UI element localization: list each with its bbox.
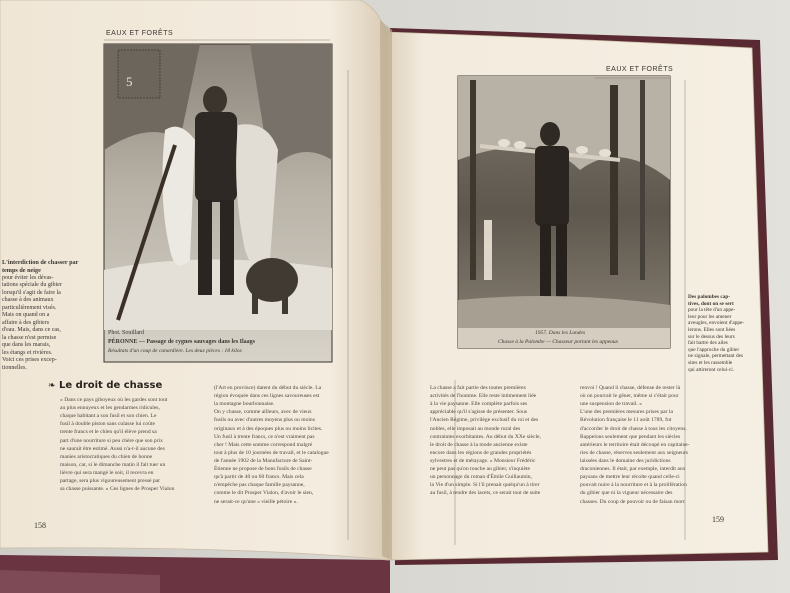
left-sidebar-line: les étangs et rivières. — [2, 349, 53, 356]
text-line: fusils ou avec d'autres moyens plus ou moins — [214, 417, 315, 424]
text-line: laissées dans le domaine des juridictions — [580, 457, 671, 464]
left-sidebar-line: affaire à des gibiers — [2, 319, 50, 326]
right-body-col1 — [430, 384, 578, 498]
text-line: draconiennes. Il était, par exemple, interdit aux — [580, 466, 686, 473]
text-line: un personnage du roman d'Émile Guillaumin, — [430, 474, 532, 481]
text-line: région évoquée dans ces lignes savoureuses est — [214, 393, 320, 400]
text-line: du gibier que ni la vigueur nécessaire des — [580, 490, 673, 497]
text-line: La chasse a fait partie des toutes premières — [430, 385, 526, 391]
left-sidebar-line: particulièrement visés. — [2, 304, 57, 311]
text-line: contraintes exorbitantes. Au début du XXe siècle, — [430, 433, 541, 440]
left-sidebar-line: lorsqu'il s'agit de faire la — [2, 289, 61, 296]
right-sidebar-line: que l'approche du gibier — [688, 346, 740, 353]
right-sidebar-line: ne signale, permettant des — [688, 353, 744, 360]
left-page-number: 158 — [34, 521, 46, 530]
left-sidebar-line: tionnelles. — [2, 364, 27, 371]
text-line: chaque habitant a son fusil et son chien. Le — [60, 413, 157, 420]
section-heading-text: Le droit de chasse — [59, 380, 163, 391]
text-line: à la vie paysanne. Elle complète parfois ses — [430, 401, 528, 408]
text-line: cher ! Mais cette somme correspond malgré — [214, 441, 313, 448]
text-line: trente francs et le chien qu'il élève prend sa — [60, 429, 157, 436]
text-line: la montagne bourbonnaise. — [214, 401, 275, 408]
left-sidebar-line: que dans les marais, — [2, 342, 51, 348]
text-line: lièvre qui sera mangé le soir, il recevra en — [60, 469, 154, 476]
text-line: le droit de chasse à la mode ancienne existe — [430, 441, 528, 448]
text-line: au plus ennuyeux et les gendarmes ridicules, — [60, 405, 160, 412]
left-body-col2 — [214, 384, 364, 506]
left-section-heading — [48, 380, 162, 392]
text-line: Étienne ne propose de bons fusils de chasse — [214, 466, 312, 473]
right-sidebar-line: sites et les rassemble — [688, 360, 733, 367]
text-line: manies aristocratiques du chien de bonne — [60, 453, 153, 460]
text-line: de l'année 1902 de la Manufacture de Saint- — [214, 457, 313, 464]
left-sidebar-line: pour éviter les dévas- — [2, 274, 54, 281]
text-line: partage, sera plus vigoureusement pressé par — [60, 478, 161, 485]
left-photo-caption-sub: Résultats d'un coup de canardière. Les deux pièces : 18 kilos — [108, 348, 242, 354]
text-line: activités de l'homme. Elle reste intimement liée — [430, 393, 537, 400]
text-line: On y chasse, comme ailleurs, avec de vieux — [214, 409, 312, 416]
text-line: ries de chasse, réserves seulement aux seigneurs — [580, 449, 688, 456]
text-line: « Dans ce pays giboyeux où les gardes sont tout — [60, 397, 168, 403]
left-sidebar-line: d'eau. Mais, dans ce cas, — [2, 327, 61, 333]
text-line: comme le dit Prosper Vialon, d'avoir le sien, — [214, 490, 314, 497]
text-line: l'Ancien Régime, privilège exclusif du roi et des — [430, 417, 539, 424]
left-photo-credit: Phot. Souillard — [108, 330, 145, 336]
text-line: la Vie d'un simple. Si l'il prenait quelqu'un à tirer — [430, 482, 540, 489]
left-sidebar-line: chasse à des animaux — [2, 297, 54, 303]
left-photo-caption-main: PÉRONNE — Passage de cygnes sauvages dans les Ilaags — [108, 339, 256, 345]
left-sidebar-line: Mais on quand on a — [2, 312, 50, 318]
text-line: n'empêche pas chaque famille paysanne, — [214, 482, 305, 489]
text-line: nobles, elle imposait au monde rural des — [430, 425, 521, 432]
text-line: Rappelons seulement que pendant les siècles — [580, 433, 681, 440]
left-sidebar-line: la chasse n'est permise — [2, 334, 57, 341]
right-sidebar-line: sur le dessus des leurs — [688, 333, 735, 340]
left-sidebar-title: L'interdiction de chasser par temps de neige — [2, 259, 79, 274]
text-line: ne saurait être estimé. Aussi n'a-t-il aucune des — [60, 445, 165, 452]
text-line: encore dans les régions de grandes propriétés — [430, 449, 532, 456]
right-sidebar-line: fait battre des ailes — [688, 340, 728, 347]
right-sidebar-line: aveugles, envoient d'appe- — [688, 320, 745, 327]
left-sidebar-note — [2, 259, 94, 372]
right-sidebar-line: leur pour les amener — [688, 313, 732, 320]
text-line: maison, car, si le dimanche matin il fait tuer un — [60, 461, 166, 468]
text-line: fusil à double piston sans culasse lui coûte — [60, 421, 155, 428]
text-line: Un fusil à trente francs, ce n'est vraiment pas — [214, 433, 315, 440]
text-line: L'une des premières mesures prises par la — [580, 409, 673, 416]
text-line: pouvait nuire à la nourriture et à la prolifération — [580, 482, 687, 489]
right-photo-caption-sub: Chasse à la Palombe — Chasseur portant les appeaux — [498, 339, 619, 345]
text-line: ne serait-ce qu'une « vieille pétoire ». — [214, 498, 298, 505]
text-line: au fusil, à tendre des lacets, ce serait tout de suite — [430, 490, 541, 497]
text-line: appréciable qu'il s'agisse de présenter. Sous — [430, 409, 528, 416]
text-line: où on pourrait le gêner, même si c'était pour — [580, 393, 679, 400]
text-line: une suspension de travail. » — [580, 401, 642, 408]
left-stamp-value: 5 — [126, 74, 133, 89]
text-line: paysans de mettre leur récolte quand celle-ci — [580, 474, 680, 481]
section-ornament-icon: ❧ — [48, 381, 56, 391]
text-line: d'accorder le droit de chasse à tous les citoyens. — [580, 425, 687, 432]
right-sidebar-note — [688, 294, 754, 373]
right-sidebar-line: tives, dont on se sert — [688, 300, 734, 307]
text-line: part d'une nourriture si peu chère que son prix — [60, 437, 163, 444]
left-sidebar-line: tations spéciale du gibier — [2, 282, 62, 288]
left-body-col1 — [60, 396, 208, 493]
right-page-number: 159 — [712, 515, 724, 524]
text-line: chasses. Du coup de pouvoir ou de faisan mort — [580, 498, 685, 505]
text-line: sylvestres et de métayage. « Monsieur Frédéric — [430, 457, 536, 464]
right-photo-caption-main: 1957. Dans les Landes — [535, 330, 586, 336]
text-line: ne peut pas qu'on touche au gibier, s'inquiète — [430, 466, 530, 473]
text-line: qu'à partir de 40 ou 60 francs. Mais cela — [214, 474, 304, 481]
left-sidebar-line: Voici ces prises excep- — [2, 357, 57, 363]
text-line: (l'Art en province) datent du début du siècle. La — [214, 385, 322, 391]
text-line: sa chasse puissante. » Ces lignes de Prosper Vialon — [60, 486, 175, 493]
text-line: antérieurs le territoire était découpé en capitaine- — [580, 441, 690, 448]
right-body-col2 — [580, 384, 732, 506]
text-line: originaux et à des époques plus ou moins licites. — [214, 425, 323, 432]
left-running-head: EAUX ET FORÊTS — [106, 30, 174, 37]
right-sidebar-line: qui attireront celui-ci. — [688, 366, 735, 373]
text-line: tout à plus de 10 journées de travail, et le catalogue — [214, 449, 329, 456]
text-line: renvoi ! Quand il chasse, défense de rester là — [580, 385, 681, 391]
right-sidebar-line: pour la tête d'un appe- — [688, 307, 736, 314]
right-sidebar-line: lerons. Elles sont liées — [688, 327, 736, 334]
right-running-head: EAUX ET FORÊTS — [606, 66, 674, 73]
text-line: Révolution française le 11 août 1789, fut — [580, 417, 672, 424]
right-sidebar-line: Des palombes cap- — [688, 294, 731, 300]
